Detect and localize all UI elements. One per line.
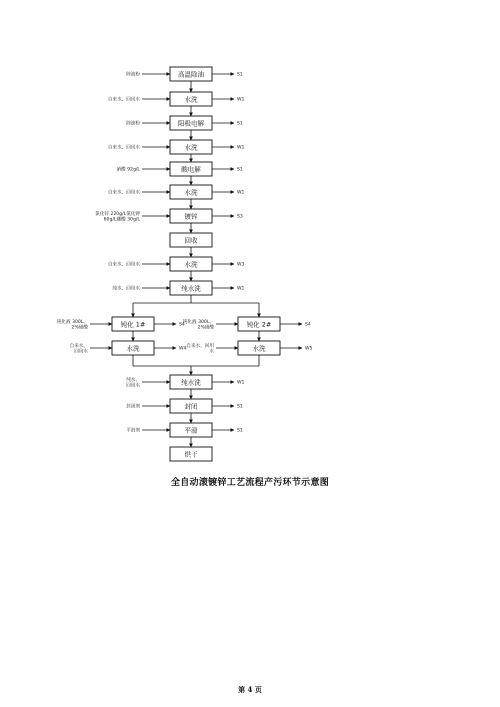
input-label: 封闭剂 bbox=[126, 404, 140, 410]
output-label: S1 bbox=[237, 404, 243, 410]
input-label: 回用水 bbox=[126, 383, 140, 389]
step-label: 水洗 bbox=[184, 188, 198, 197]
output-label: S1 bbox=[237, 167, 243, 173]
input-label: 钝化液 300L、 bbox=[56, 319, 88, 325]
flow-nodes bbox=[57, 67, 313, 461]
input-label: 自来水、回用水 bbox=[107, 262, 140, 268]
step-label: 封闭 bbox=[184, 402, 198, 411]
step-label: 阳极电解 bbox=[178, 119, 204, 128]
step-label: 平滑 bbox=[184, 426, 198, 435]
input-label: 纯水、 bbox=[126, 377, 140, 383]
output-label: W1 bbox=[237, 145, 245, 151]
output-label: W1 bbox=[237, 380, 245, 386]
step-label: 纯水洗 bbox=[181, 284, 201, 293]
output-label: S1 bbox=[237, 121, 243, 127]
step-label: 钝化 1# bbox=[120, 320, 146, 329]
step-label: 水洗 bbox=[184, 260, 198, 269]
input-label: 自来水、回用水 bbox=[107, 190, 140, 196]
input-label: 钝化液 300L、 bbox=[182, 319, 214, 325]
step-label: 水洗 bbox=[252, 344, 266, 353]
output-label: W4 bbox=[179, 346, 187, 352]
output-label: S3 bbox=[237, 214, 243, 220]
input-label: 回用水 bbox=[74, 349, 88, 355]
output-label: S4 bbox=[305, 322, 311, 328]
input-label: 硝酸 92g/L bbox=[116, 167, 140, 173]
step-label: 烘干 bbox=[184, 450, 198, 459]
input-label: 60g/L硼酸 30g/L bbox=[103, 217, 140, 223]
output-label: W5 bbox=[305, 346, 313, 352]
step-s14 bbox=[170, 447, 212, 461]
step-label: 水洗 bbox=[126, 344, 140, 353]
input-label: 氯化锌 220g/L氯化钾 bbox=[95, 211, 140, 217]
output-label: S4 bbox=[179, 322, 185, 328]
step-label: 回收 bbox=[184, 236, 198, 245]
input-label: 除油粉 bbox=[126, 121, 140, 127]
input-label: 自来水、回用 bbox=[186, 343, 214, 349]
output-label: W3 bbox=[237, 262, 245, 268]
step-label: 镀锌 bbox=[184, 212, 198, 221]
output-label: S1 bbox=[237, 72, 243, 78]
input-label: 2%硝酸 bbox=[197, 325, 214, 331]
step-label: 钝化 2# bbox=[246, 320, 272, 329]
step-label: 高温除油 bbox=[178, 70, 204, 79]
output-label: W1 bbox=[237, 190, 245, 196]
input-label: 2%硝酸 bbox=[71, 325, 88, 331]
page-number: 第 4 页 bbox=[238, 685, 262, 694]
step-label: 酸电解 bbox=[181, 165, 201, 174]
step-label: 水洗 bbox=[184, 143, 198, 152]
input-label: 纯水、回用水 bbox=[112, 286, 140, 292]
input-label: 自来水、回用水 bbox=[107, 97, 140, 103]
input-label: 平滑剂 bbox=[126, 428, 140, 434]
step-label: 水洗 bbox=[184, 95, 198, 104]
output-label: S1 bbox=[237, 428, 243, 434]
output-label: W1 bbox=[237, 97, 245, 103]
step-label: 纯水洗 bbox=[181, 378, 201, 387]
input-label: 自来水、 bbox=[69, 343, 88, 349]
figure-caption: 全自动滚镀锌工艺流程产污环节示意图 bbox=[170, 478, 330, 488]
input-label: 水 bbox=[209, 349, 214, 355]
input-label: 除油粉 bbox=[126, 72, 140, 78]
input-label: 自来水、回用水 bbox=[107, 145, 140, 151]
step-s8 bbox=[170, 233, 212, 247]
output-label: W1 bbox=[237, 286, 245, 292]
